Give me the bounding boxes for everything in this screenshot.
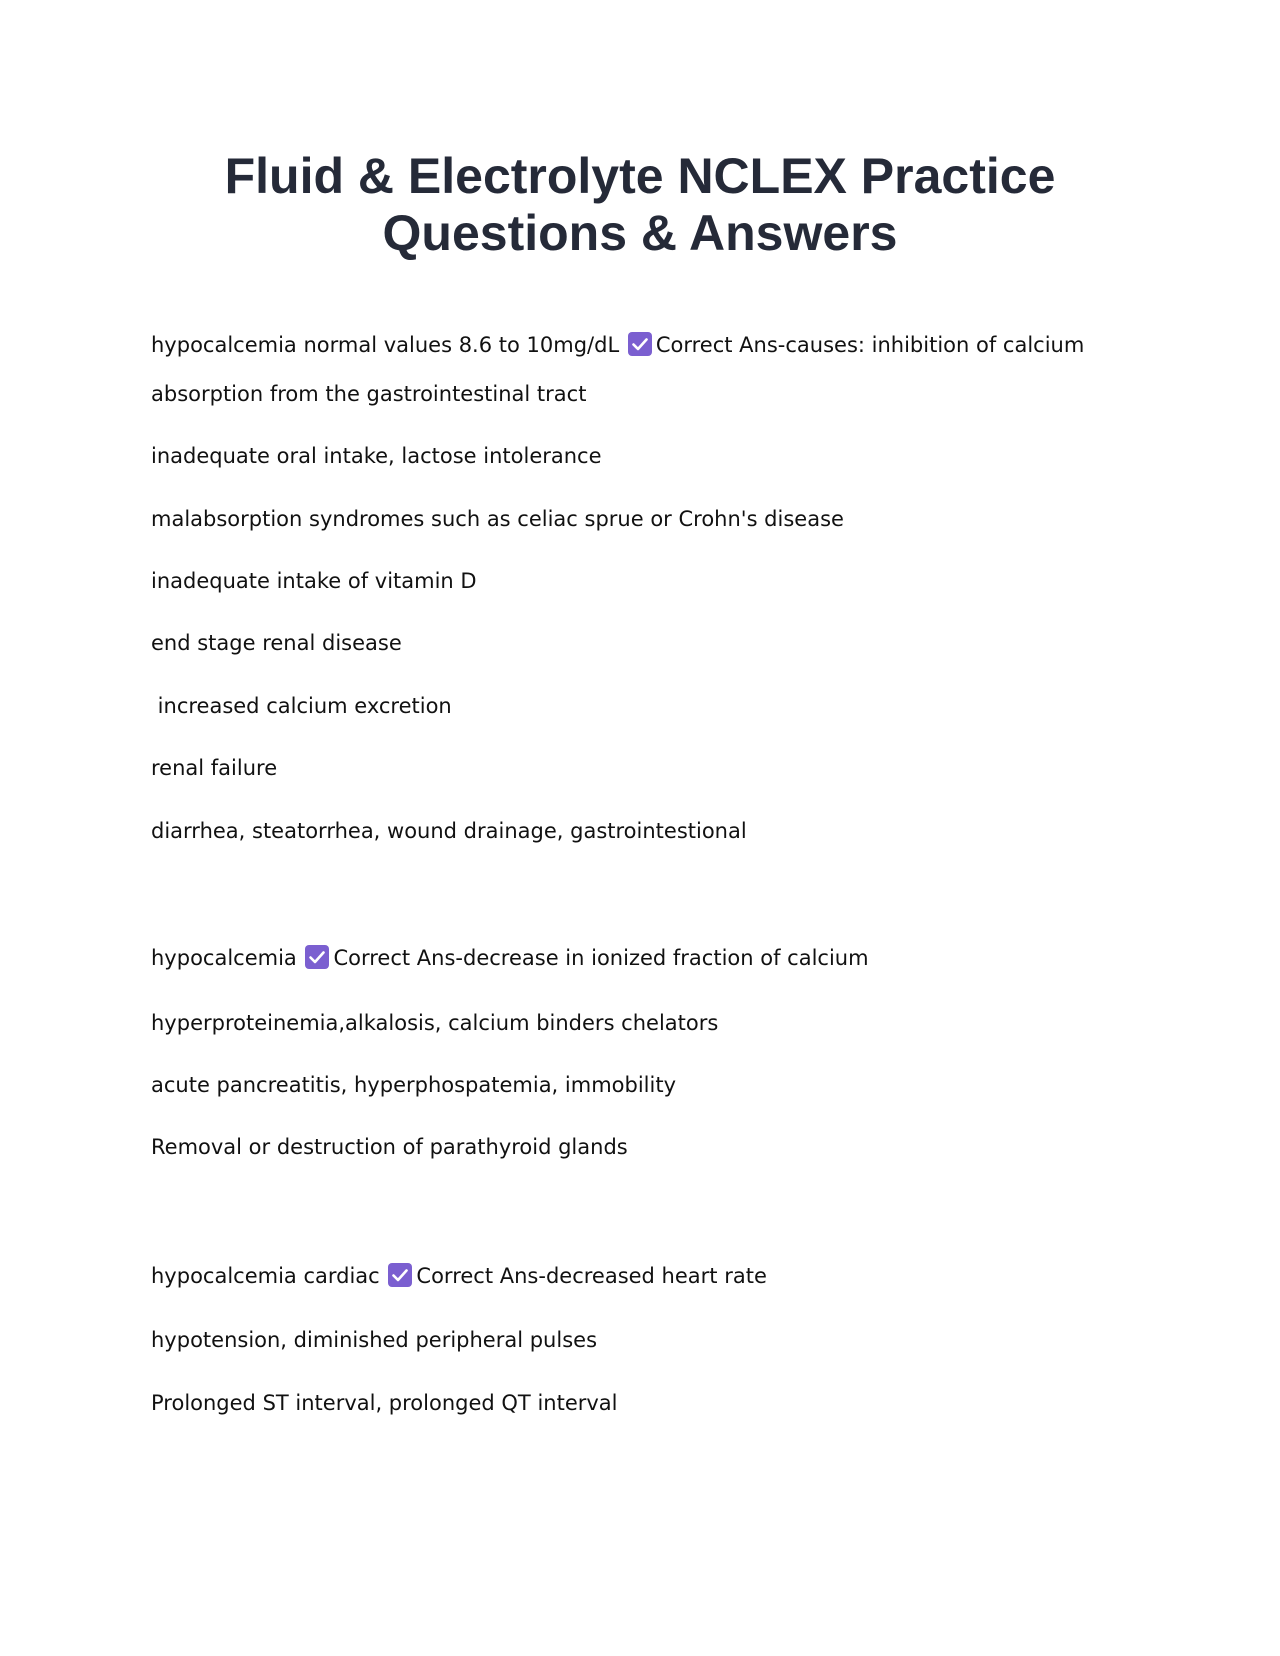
check-box-icon <box>305 945 329 969</box>
answer-detail-line: inadequate oral intake, lactose intolerance <box>151 444 602 468</box>
answer-text: Correct Ans-decrease in ionized fraction of calcium <box>333 946 869 970</box>
answer-text: Correct Ans-decreased heart rate <box>416 1264 767 1288</box>
answer-detail-line: Prolonged ST interval, prolonged QT interval <box>151 1391 618 1415</box>
answer-detail-line: renal failure <box>151 756 278 780</box>
answer-detail-line: malabsorption syndromes such as celiac sprue or Crohn's disease <box>151 507 844 531</box>
check-box-icon <box>628 332 652 356</box>
answer-detail-line: absorption from the gastrointestinal tract <box>151 382 587 406</box>
answer-detail-line: inadequate intake of vitamin D <box>151 569 477 593</box>
answer-detail-line: acute pancreatitis, hyperphospatemia, immobility <box>151 1073 676 1097</box>
title-line-2: Questions & Answers <box>382 205 898 261</box>
answer-text: Correct Ans-causes: inhibition of calcium <box>655 333 1085 357</box>
title-line-1: Fluid & Electrolyte NCLEX Practice <box>224 148 1056 204</box>
answer-detail-line: hypotension, diminished peripheral pulses <box>151 1328 598 1352</box>
answer-detail-line: increased calcium excretion <box>151 694 452 718</box>
qa-question-line <box>151 331 1084 359</box>
answer-detail-line: Removal or destruction of parathyroid glands <box>151 1135 628 1159</box>
question-text: hypocalcemia <box>151 946 297 970</box>
qa-question-line <box>151 1262 767 1290</box>
question-text: hypocalcemia normal values 8.6 to 10mg/dL <box>151 333 620 357</box>
answer-detail-line: diarrhea, steatorrhea, wound drainage, gastrointestional <box>151 819 747 843</box>
qa-question-line <box>151 944 869 972</box>
question-text: hypocalcemia cardiac <box>151 1264 380 1288</box>
answer-detail-line: end stage renal disease <box>151 631 402 655</box>
check-box-icon <box>388 1263 412 1287</box>
document-title <box>0 148 1280 262</box>
answer-detail-line: hyperproteinemia,alkalosis, calcium binders chelators <box>151 1011 719 1035</box>
